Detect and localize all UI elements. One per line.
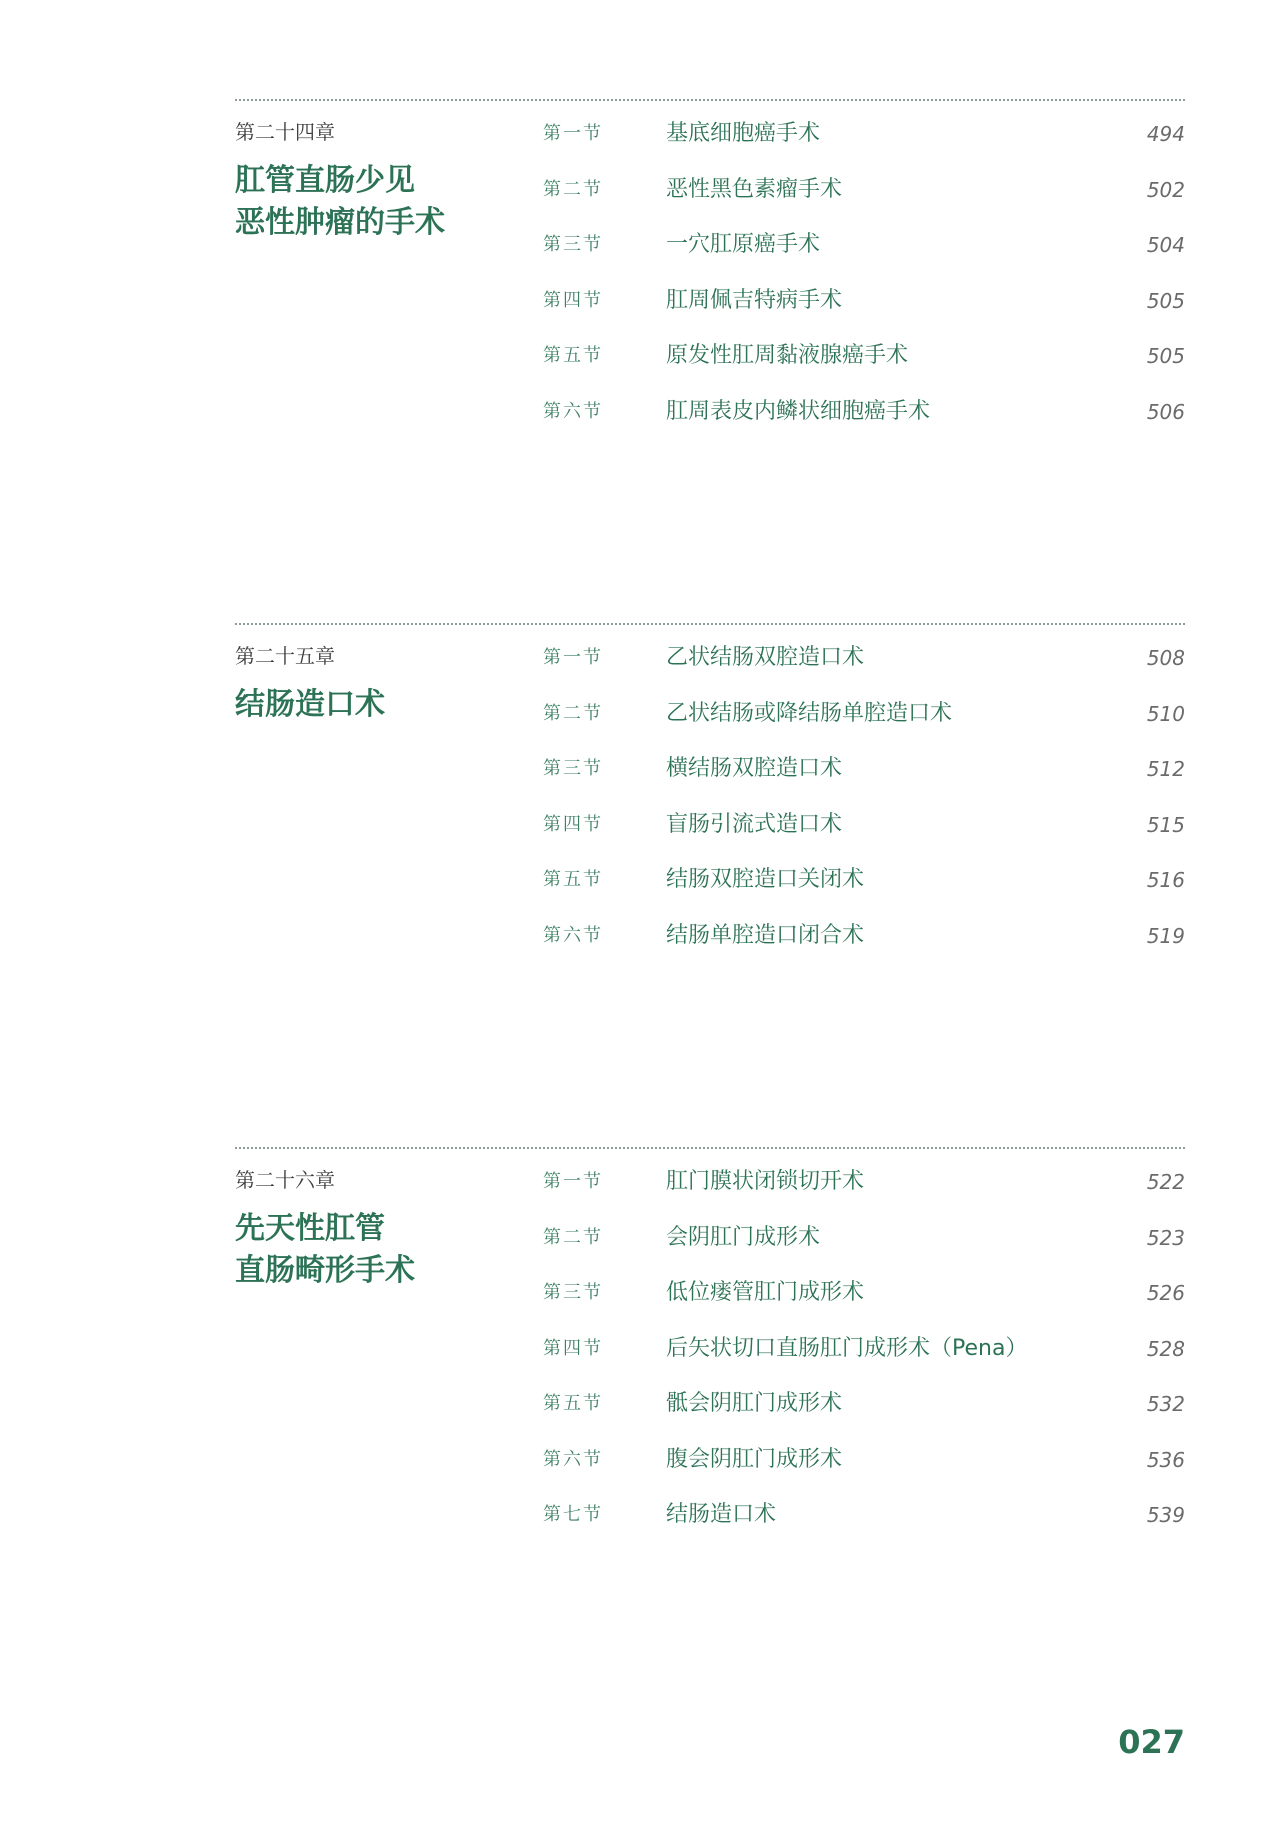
section-label: 第四节 [543, 814, 603, 835]
section-page: 508 [1146, 646, 1185, 670]
chapter-title-line: 肛管直肠少见 [235, 163, 415, 198]
section-page: 505 [1146, 289, 1185, 313]
section-page: 522 [1146, 1170, 1185, 1194]
chapter-label: 第二十四章 [235, 120, 335, 144]
section-item[interactable] [235, 286, 1185, 316]
chapter-title-line: 直肠畸形手术 [235, 1253, 415, 1288]
section-item[interactable] [235, 397, 1185, 427]
section-label: 第三节 [543, 758, 603, 779]
section-title: 一穴肛原癌手术 [666, 232, 821, 257]
section-title: 基底细胞癌手术 [666, 121, 821, 146]
section-label: 第二节 [543, 179, 603, 200]
section-title: 会阴肛门成形术 [666, 1225, 821, 1250]
section-item[interactable] [235, 175, 1185, 205]
section-page: 532 [1146, 1392, 1185, 1416]
section-label: 第四节 [543, 290, 603, 311]
section-item[interactable] [235, 341, 1185, 371]
section-label: 第三节 [543, 234, 603, 255]
section-page: 528 [1146, 1337, 1185, 1361]
section-title: 腹会阴肛门成形术 [666, 1447, 843, 1472]
section-label: 第五节 [543, 345, 603, 366]
section-item[interactable] [235, 1389, 1185, 1419]
section-page: 504 [1146, 233, 1185, 257]
section-label: 第六节 [543, 1449, 603, 1470]
section-item[interactable] [235, 1334, 1185, 1364]
chapter-title-line: 恶性肿瘤的手术 [235, 205, 445, 240]
page-number: 027 [1118, 1723, 1185, 1761]
section-title: 恶性黑色素瘤手术 [666, 177, 843, 202]
section-title: 肛周表皮内鳞状细胞癌手术 [666, 399, 931, 424]
section-page: 506 [1146, 400, 1185, 424]
section-page: 494 [1146, 122, 1185, 146]
section-item[interactable] [235, 1445, 1185, 1475]
section-label: 第五节 [543, 1393, 603, 1414]
section-item[interactable] [235, 1167, 1185, 1197]
section-title: 低位瘘管肛门成形术 [666, 1280, 865, 1305]
section-label: 第一节 [543, 123, 603, 144]
chapter-title-line: 结肠造口术 [235, 687, 385, 722]
section-page: 512 [1146, 757, 1185, 781]
section-title: 乙状结肠双腔造口术 [666, 645, 865, 670]
section-label: 第四节 [543, 1338, 603, 1359]
chapter-divider [235, 623, 1185, 625]
section-title: 结肠双腔造口关闭术 [666, 867, 865, 892]
section-page: 502 [1146, 178, 1185, 202]
chapter-label: 第二十五章 [235, 644, 335, 668]
section-label: 第五节 [543, 869, 603, 890]
chapter-title-line: 先天性肛管 [235, 1211, 385, 1246]
section-item[interactable] [235, 643, 1185, 673]
section-item[interactable] [235, 810, 1185, 840]
section-title: 原发性肛周黏液腺癌手术 [666, 343, 909, 368]
section-item[interactable] [235, 119, 1185, 149]
section-page: 526 [1146, 1281, 1185, 1305]
section-item[interactable] [235, 921, 1185, 951]
section-label: 第二节 [543, 1227, 603, 1248]
section-label: 第二节 [543, 703, 603, 724]
section-label: 第三节 [543, 1282, 603, 1303]
section-title: 盲肠引流式造口术 [666, 812, 843, 837]
section-title: 乙状结肠或降结肠单腔造口术 [666, 701, 953, 726]
section-item[interactable] [235, 1278, 1185, 1308]
section-title: 结肠单腔造口闭合术 [666, 923, 865, 948]
section-title: 骶会阴肛门成形术 [666, 1391, 843, 1416]
section-label: 第七节 [543, 1504, 603, 1525]
section-page: 516 [1146, 868, 1185, 892]
section-item[interactable] [235, 230, 1185, 260]
section-label: 第一节 [543, 1171, 603, 1192]
section-label: 第一节 [543, 647, 603, 668]
section-page: 505 [1146, 344, 1185, 368]
section-title: 结肠造口术 [666, 1502, 777, 1527]
section-item[interactable] [235, 699, 1185, 729]
chapter-label: 第二十六章 [235, 1168, 335, 1192]
section-title: 后矢状切口直肠肛门成形术（Pena） [666, 1336, 1028, 1361]
section-label: 第六节 [543, 401, 603, 422]
section-label: 第六节 [543, 925, 603, 946]
section-page: 519 [1146, 924, 1185, 948]
section-title: 肛门膜状闭锁切开术 [666, 1169, 865, 1194]
chapter-divider [235, 99, 1185, 101]
section-title: 肛周佩吉特病手术 [666, 288, 843, 313]
section-item[interactable] [235, 865, 1185, 895]
section-page: 539 [1146, 1503, 1185, 1527]
section-page: 515 [1146, 813, 1185, 837]
section-item[interactable] [235, 1223, 1185, 1253]
section-title: 横结肠双腔造口术 [666, 756, 843, 781]
section-item[interactable] [235, 1500, 1185, 1530]
section-page: 523 [1146, 1226, 1185, 1250]
section-item[interactable] [235, 754, 1185, 784]
section-page: 510 [1146, 702, 1185, 726]
section-page: 536 [1146, 1448, 1185, 1472]
chapter-divider [235, 1147, 1185, 1149]
